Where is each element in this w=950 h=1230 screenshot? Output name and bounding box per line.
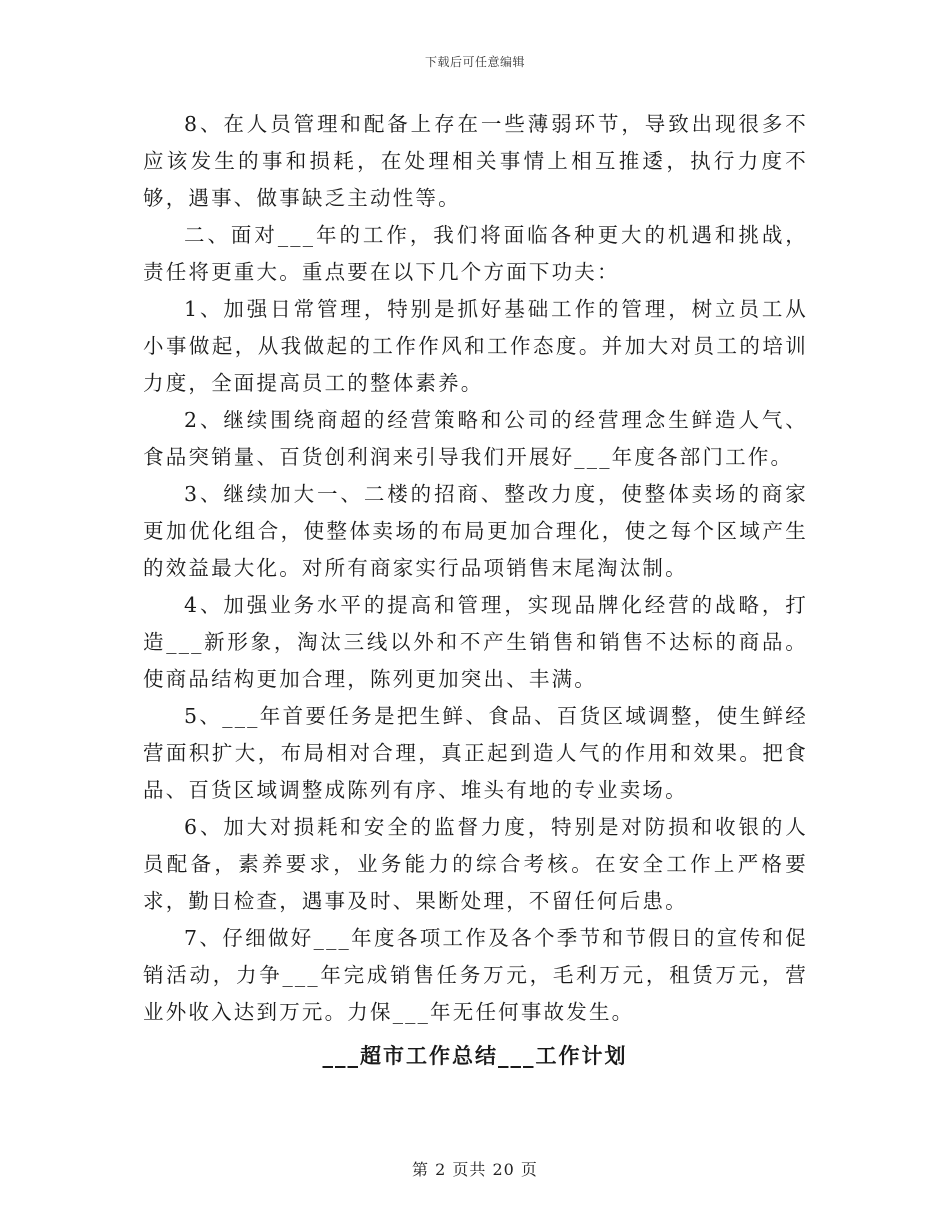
paragraph-item-3: 3、继续加大一、二楼的招商、整改力度，使整体卖场的商家更加优化组合，使整体卖场的布局更加合理化，使之每个区域产生的效益最大化。对所有商家实行品项销售末尾淘汰制。 (143, 482, 808, 580)
paragraph-item-4: 4、加强业务水平的提高和管理，实现品牌化经营的战略，打造___新形象，淘汰三线以外和不产生销售和销售不达标的商品。使商品结构更加合理，陈列更加突出、丰满。 (143, 593, 808, 691)
document-title: ___超市工作总结___工作计划 (322, 1043, 628, 1068)
document-body (143, 106, 808, 1031)
paragraph-item-2: 2、继续围绕商超的经营策略和公司的经营理念生鲜造人气、食品突销量、百货创利润来引导我们开展好___年度各部门工作。 (143, 408, 808, 469)
paragraph-item-6: 6、加大对损耗和安全的监督力度，特别是对防损和收银的人员配备，素养要求，业务能力的综合考核。在安全工作上严格要求，勤日检查，遇事及时、果断处理，不留任何后患。 (143, 815, 808, 913)
paragraph-item-5: 5、___年首要任务是把生鲜、食品、百货区域调整，使生鲜经营面积扩大，布局相对合理，真正起到造人气的作用和效果。把食品、百货区域调整成陈列有序、堆头有地的专业卖场。 (143, 704, 808, 802)
paragraph-section-2: 二、面对___年的工作，我们将面临各种更大的机遇和挑战，责任将更重大。重点要在以下几个方面下功夫： (143, 223, 808, 284)
page-header: 下载后可任意编辑 (424, 55, 525, 69)
paragraph-item-7: 7、仔细做好___年度各项工作及各个季节和节假日的宣传和促销活动，力争___年完成销售任务万元，毛利万元，租赁万元，营业外收入达到万元。力保___年无任何事故发生。 (143, 926, 808, 1024)
paragraph-item-8: 8、在人员管理和配备上存在一些薄弱环节，导致出现很多不应该发生的事和损耗，在处理相关事情上相互推逶，执行力度不够，遇事、做事缺乏主动性等。 (143, 112, 808, 210)
paragraph-item-1: 1、加强日常管理，特别是抓好基础工作的管理，树立员工从小事做起，从我做起的工作作风和工作态度。并加大对员工的培训力度，全面提高员工的整体素养。 (143, 297, 808, 395)
page-number: 第 2 页共 20 页 (412, 1160, 538, 1179)
